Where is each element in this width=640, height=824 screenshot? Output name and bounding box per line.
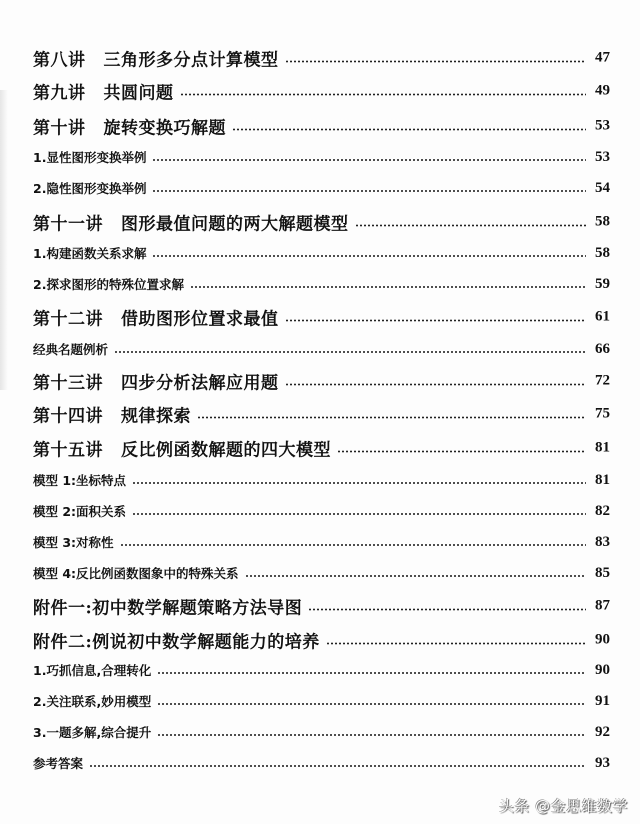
toc-entry-page-number: 81 [595,471,610,488]
toc-entry[interactable] [33,533,610,551]
toc-entry-title [33,628,320,653]
toc-entry[interactable] [33,471,610,489]
toc-entry-text: 图形最值问题的两大解题模型 [121,214,349,235]
toc-entry-page-number: 66 [595,340,610,357]
toc-entry-page-number: 59 [595,275,610,292]
page-edge-shadow [0,90,8,390]
toc-entry-text: 模型 1:坐标特点 [33,473,127,488]
toc-entry-lecture-number: 第十四讲 [33,406,103,427]
dot-leader [197,416,586,418]
toc-entry-text: 模型 4:反比例函数图象中的特殊关系 [33,566,239,581]
toc-entry-page-number: 85 [595,564,610,581]
toc-entry[interactable] [33,46,610,71]
toc-entry-title [33,179,146,197]
toc-entry[interactable] [33,402,610,427]
dot-leader [132,482,586,484]
toc-entry-page-number: 61 [595,308,610,325]
toc-entry-text: 2.关注联系,妙用模型 [33,694,152,709]
toc-entry-text: 模型 3:对称性 [33,535,114,550]
toc-entry[interactable] [33,340,610,358]
toc-entry-text: 3.一题多解,综合提升 [33,725,152,740]
toc-entry-text: 1.显性图形变换举例 [33,150,147,165]
toc-entry[interactable] [33,148,610,166]
toc-entry-title [33,369,279,394]
dot-leader [326,642,586,644]
toc-entry-page-number: 87 [595,597,610,614]
toc-entry-text: 模型 2:面积关系 [33,504,127,519]
toc-entry-page-number: 81 [595,439,610,456]
toc-entry-title [33,594,302,619]
dot-leader [89,765,586,767]
dot-leader [285,319,587,321]
toc-entry-title [33,275,184,293]
toc-entry[interactable] [33,692,610,710]
toc-entry-page-number: 90 [595,661,610,678]
dot-leader [157,672,586,674]
toc-entry-title [33,210,349,235]
toc-entry-title [33,244,146,262]
toc-entry-text: 借助图形位置求最值 [121,309,279,330]
toc-entry-page-number: 83 [595,533,610,550]
toc-entry[interactable] [33,275,610,293]
toc-entry-text: 规律探索 [121,406,191,427]
toc-entry-lecture-number: 第八讲 [33,50,86,71]
toc-entry-title [33,754,83,772]
watermark: 头条 @金思维数学 [498,797,628,815]
toc-entry-title [33,402,191,427]
toc-entry-title [33,305,279,330]
toc-entry-title [33,723,151,741]
toc-entry-title [33,436,331,461]
toc-entry-page-number: 93 [595,754,610,771]
dot-leader [285,383,587,385]
toc-entry-lecture-number: 第十讲 [33,118,86,139]
dot-leader [152,255,586,257]
toc-entry[interactable] [33,244,610,262]
toc-entry[interactable] [33,564,610,582]
toc-entry-text: 共圆问题 [103,83,174,104]
dot-leader [157,703,586,705]
toc-entry-page-number: 58 [595,244,610,261]
toc-entry-page-number: 53 [595,117,610,134]
dot-leader [285,60,587,62]
toc-entry-page-number: 54 [595,179,610,196]
toc-entry[interactable] [33,210,610,235]
toc-entry-text: 1.巧抓信息,合理转化 [33,663,152,678]
toc-entry-page-number: 82 [595,502,610,519]
toc-entry[interactable] [33,79,610,104]
toc-entry-text: 四步分析法解应用题 [121,373,279,394]
toc-entry-text: 1.构建函数关系求解 [33,246,147,261]
toc-entry-page-number: 49 [595,82,610,99]
toc-entry[interactable] [33,661,610,679]
toc-entry-title [33,502,126,520]
toc-entry[interactable] [33,369,610,394]
dot-leader [114,351,586,353]
toc-entry-text: 经典名题例析 [33,342,109,357]
toc-entry-text: 反比例函数解题的四大模型 [121,440,331,461]
toc-entry-title [33,79,174,104]
toc-entry-title [33,533,114,551]
toc-entry-title [33,471,126,489]
toc-entry-page-number: 53 [595,148,610,165]
toc-entry-lecture-number: 第十五讲 [33,440,103,461]
dot-leader [180,93,587,95]
toc-entry-text: 2.探求图形的特殊位置求解 [33,277,184,292]
toc-entry-title [33,148,146,166]
toc-entry-page-number: 58 [595,213,610,230]
toc-entry-title [33,46,279,71]
toc-entry[interactable] [33,114,610,139]
toc-entry[interactable] [33,754,610,772]
toc-entry-text: 2.隐性图形变换举例 [33,181,147,196]
toc-entry[interactable] [33,723,610,741]
toc-entry[interactable] [33,502,610,520]
toc-entry-lecture-number: 第十二讲 [33,309,103,330]
toc-entry[interactable] [33,179,610,197]
dot-leader [152,190,586,192]
toc-entry-title [33,692,151,710]
toc-entry-text: 三角形多分点计算模型 [103,50,279,71]
toc-entry-page-number: 47 [595,49,610,66]
dot-leader [132,513,586,515]
toc-entry[interactable] [33,436,610,461]
toc-entry-page-number: 91 [595,692,610,709]
toc-entry-title [33,114,226,139]
toc-entry-text: 旋转变换巧解题 [103,118,226,139]
dot-leader [157,734,586,736]
toc-entry-title [33,340,108,358]
toc-entry-page-number: 75 [595,405,610,422]
toc-entry-title [33,564,239,582]
toc-entry-text: 附件二:例说初中数学解题能力的培养 [33,632,320,653]
toc-entry[interactable] [33,594,610,619]
toc-entry[interactable] [33,305,610,330]
dot-leader [120,544,586,546]
dot-leader [232,128,586,130]
toc-entry-lecture-number: 第十三讲 [33,373,103,394]
dot-leader [308,608,586,610]
dot-leader [190,286,586,288]
toc-entry-page-number: 90 [595,631,610,648]
dot-leader [152,159,586,161]
dot-leader [355,224,587,226]
toc-entry-page-number: 92 [595,723,610,740]
toc-entry-title [33,661,151,679]
toc-entry-page-number: 72 [595,372,610,389]
dot-leader [245,575,586,577]
toc-entry-text: 附件一:初中数学解题策略方法导图 [33,598,303,619]
toc-entry-text: 参考答案 [33,756,84,771]
dot-leader [337,450,586,452]
toc-entry-lecture-number: 第十一讲 [33,214,103,235]
toc-entry-lecture-number: 第九讲 [33,83,86,104]
toc-entry[interactable] [33,628,610,653]
